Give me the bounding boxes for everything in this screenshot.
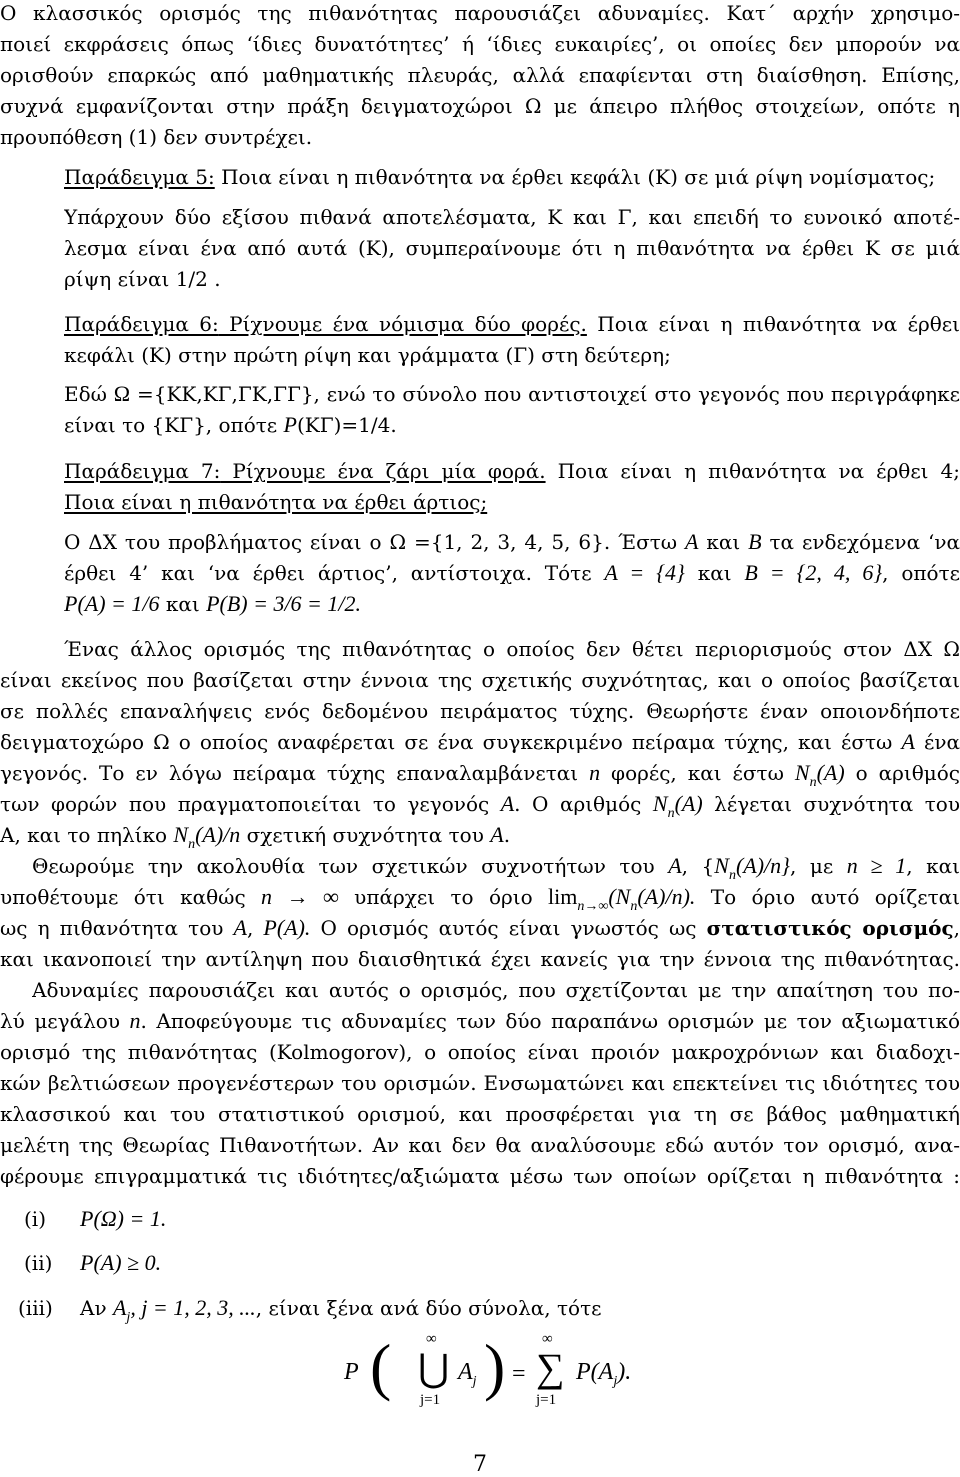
- stat-line-1: Ένας άλλος ορισμός της πιθανότητας ο οποίος δεν θέτει περιορισμούς στον ΔΧ Ω: [64, 637, 960, 661]
- example-6-label: Παράδειγμα 6:: [64, 312, 219, 336]
- example-5-answer-2: λεσμα είναι ένα από αυτά (Κ), συμπεραίνουμε ότι η πιθανότητα να έρθει Κ σε μιά: [64, 236, 960, 260]
- weak-line-5: κλασσικού και του στατιστικού ορισμού, και προσφέρεται για τη σε βάθος μαθηματική: [0, 1102, 960, 1126]
- stat-line-3: σε πολλές επαναλήψεις ενός δεδομένου πειράματος τύχης. Θεωρήστε έναν οποιονδήποτε: [0, 699, 960, 723]
- example-6-answer-1: Εδώ Ω ={ΚΚ,ΚΓ,ΓΚ,ΓΓ}, ενώ το σύνολο που αντιστοιχεί στο γεγονός που περιγράφηκε: [64, 381, 960, 406]
- formula-right-paren: ): [484, 1331, 506, 1402]
- formula-sum-symbol: ∑: [536, 1345, 565, 1390]
- limit-line-4: και ικανοποιεί την αντίληψη που διαισθητικά έχει κανείς για την έννοια της πιθανότητας.: [0, 947, 960, 971]
- example-5-label: Παράδειγμα 5:: [64, 165, 215, 189]
- formula-sum-upper: ∞: [542, 1331, 553, 1347]
- formula-union-lower: j=1: [420, 1392, 441, 1408]
- stat-line-2: είναι εκείνος που βασίζεται στην έννοια της σχετικής συχνότητας, και ο οποίος βασίζεται: [0, 668, 960, 692]
- example-6-answer-2: είναι το {ΚΓ}, οπότε P(ΚΓ)=1/4.: [64, 412, 397, 437]
- formula-equals: =: [512, 1361, 526, 1387]
- example-5-answer-3: ρίψη είναι 1/2 .: [64, 267, 221, 291]
- stat-line-7: Α, και το πηλίκο $N_n(A)/n$ σχετική συχνότητα του A.: [0, 822, 511, 852]
- weak-line-6: μελέτη της Θεωρίας Πιθανοτήτων. Αν και δεν θα αναλύσουμε εδώ αυτόν τον ορισμό, ανα-: [0, 1133, 960, 1157]
- limit-line-1: Θεωρούμε την ακολουθία των σχετικών συχνοτήτων του A, $\{N_n(A)/n\}$, με n ≥ 1, και: [32, 853, 960, 883]
- formula-left-paren: (: [370, 1331, 392, 1402]
- axiom-i-label: (i): [24, 1207, 47, 1231]
- example-6-question-2: κεφάλι (Κ) στην πρώτη ρίψη και γράμματα (Γ) στη δεύτερη;: [64, 343, 671, 367]
- statistical-definition-term: στατιστικός ορισμός: [706, 916, 954, 940]
- intro-line-4: συχνά εμφανίζονται στην πράξη δειγματοχώροι Ω με άπειρο πλήθος στοιχείων, οπότε η: [0, 94, 960, 118]
- formula-P: P: [344, 1359, 359, 1385]
- intro-line-1: Ο κλασσικός ορισμός της πιθανότητας παρουσιάζει αδυναμίες. Κατ΄ αρχήν χρησιμο-: [0, 1, 960, 25]
- example-5-answer-1: Υπάρχουν δύο εξίσου πιθανά αποτελέσματα, Κ και Γ, και επειδή το ευνοικό αποτέ-: [64, 205, 960, 229]
- example-7-question-2: Ποια είναι η πιθανότητα να έρθει άρτιος;: [64, 490, 488, 514]
- example-5-question: Παράδειγμα 5: Ποια είναι η πιθανότητα να έρθει κεφάλι (Κ) σε μιά ρίψη νομίσματος;: [64, 165, 936, 189]
- limit-line-2: υποθέτουμε ότι καθώς n → ∞ υπάρχει το όριο $\lim_{n\to\infty}(N_n(A)/n)$. Το όριο αυτό ορίζεται: [0, 884, 960, 914]
- formula-union-upper: ∞: [426, 1331, 437, 1347]
- formula-sum-lower: j=1: [536, 1392, 557, 1408]
- weak-line-4: κών βελτιώσεων προγενέστερων του ορισμών. Ενσωματώνει και επεκτείνει τις ιδιότητες του: [0, 1071, 960, 1095]
- example-7-label: Παράδειγμα 7:: [64, 459, 221, 483]
- intro-line-3: ορισθούν επαρκώς από μαθηματικής πλευράς, αλλά επαφίενται στη διαίσθηση. Επίσης,: [0, 63, 960, 87]
- axiom-iii: (iii) Αν $A_j$, j = 1, 2, 3, ..., είναι ξένα ανά δύο σύνολα, τότε: [18, 1295, 602, 1325]
- example-7-answer-1: Ο ΔΧ του προβλήματος είναι ο Ω ={1, 2, 3, 4, 5, 6}. Έστω A και B τα ενδεχόμενα ‘να: [64, 529, 960, 554]
- example-7-answer-3: P(A) = 1/6 και P(B) = 3/6 = 1/2.: [64, 591, 362, 616]
- weak-line-3: ορισμό της πιθανότητας (Kolmogorov), ο οποίος είναι προιόν μακροχρόνιων και διαδοχι-: [0, 1040, 960, 1064]
- axiom-i: (i) P(Ω) = 1.: [24, 1206, 167, 1231]
- formula-union-symbol: ⋃: [418, 1348, 450, 1390]
- axiom-iii-label: (iii): [18, 1296, 53, 1320]
- stat-line-4: δειγματοχώρο Ω ο οποίος αναφέρεται σε ένα συγκεκριμένο πείραμα τύχης, και έστω A ένα: [0, 729, 960, 754]
- axiom-ii-label: (ii): [24, 1251, 53, 1275]
- stat-line-6: των φορών που πραγματοποιείται το γεγονός A. Ο αριθμός $N_n(A)$ λέγεται συχνότητα του: [0, 791, 960, 821]
- example-7-answer-2: έρθει 4’ και ‘να έρθει άρτιος’, αντίστοιχα. Τότε A = {4} και B = {2, 4, 6}, οπότε: [64, 560, 960, 585]
- limit-line-3: ως η πιθανότητα του A, P(A). Ο ορισμός αυτός είναι γνωστός ως στατιστικός ορισμός,: [0, 915, 960, 940]
- axiom-ii: (ii) P(A) ≥ 0.: [24, 1250, 162, 1275]
- stat-line-5: γεγονός. Το εν λόγω πείραμα τύχης επαναλαμβάνεται n φορές, και έστω $N_n(A)$ ο αριθμός: [0, 760, 960, 790]
- example-6-question-1: Παράδειγμα 6: Ρίχνουμε ένα νόμισμα δύο φορές. Ποια είναι η πιθανότητα να έρθει: [64, 312, 960, 336]
- formula-rhs: $P(A_j)$.: [576, 1359, 632, 1389]
- weak-line-1: Αδυναμίες παρουσιάζει και αυτός ο ορισμός, που σχετίζονται με την απαίτηση του πο-: [32, 978, 960, 1002]
- page-number: 7: [473, 1452, 487, 1477]
- intro-line-5: προυπόθεση (1) δεν συντρέχει.: [0, 125, 313, 149]
- formula-Aj: $A_j$: [458, 1359, 477, 1389]
- weak-line-2: λύ μεγάλου n. Αποφεύγουμε τις αδυναμίες των δύο παραπάνω ορισμών με τον αξιωματικό: [0, 1008, 960, 1033]
- example-7-question-1: Παράδειγμα 7: Ρίχνουμε ένα ζάρι μία φορά. Ποια είναι η πιθανότητα να έρθει 4;: [64, 459, 960, 483]
- intro-line-2: ποιεί εκφράσεις όπως ‘ίδιες δυνατότητες’ ή ‘ίδιες ευκαιρίες’, οι οποίες δεν μπορούν να: [0, 32, 960, 56]
- weak-line-7: φέρουμε επιγραμματικά τις ιδιότητες/αξιώματα μέσω των οποίων ορίζεται η πιθανότητα :: [0, 1164, 960, 1188]
